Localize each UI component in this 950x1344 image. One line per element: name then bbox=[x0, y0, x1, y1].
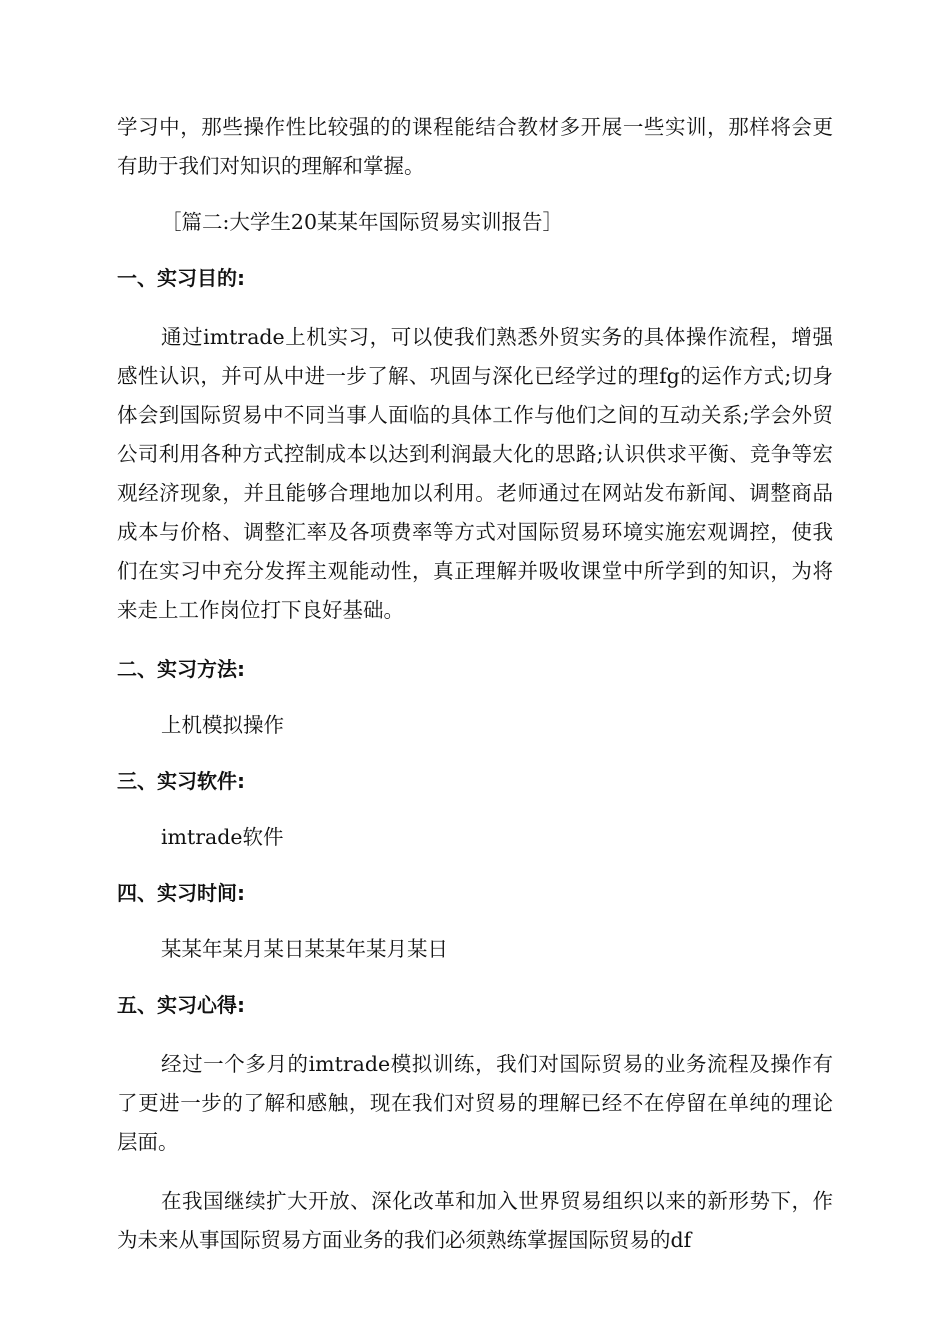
heading-experience: 五、实习心得: bbox=[117, 993, 245, 1017]
document-page bbox=[117, 108, 833, 1260]
paragraph-method: 上机模拟操作 bbox=[161, 713, 284, 737]
heading-purpose: 一、实习目的: bbox=[117, 266, 245, 290]
heading-software: 三、实习软件: bbox=[117, 769, 245, 793]
paragraph-purpose: 通过imtrade上机实习，可以使我们熟悉外贸实务的具体操作流程，增强感性认识，并可从中进一步了解、巩固与深化已经学过的理fg的运作方式;切身体会到国际贸易中不同当事人面临的具体工作与他们之间的互动关系;学会外贸公司利用各种方式控制成本以达到利润最大化的思路;认识供求平衡、竞争等宏观经济现象，并且能够合理地加以利用。老师通过在网站发布新闻、调整商品成本与价格、调整汇率及各项费率等方式对国际贸易环境实施宏观调控，使我们在实习中充分发挥主观能动性，真正理解并吸收课堂中所学到的知识，为将来走上工作岗位打下良好基础。 bbox=[117, 325, 833, 622]
paragraph-experience-2: 在我国继续扩大开放、深化改革和加入世界贸易组织以来的新形势下，作为未来从事国际贸易方面业务的我们必须熟练掌握国际贸易的df bbox=[117, 1189, 833, 1252]
section-title: ［篇二:大学生20某某年国际贸易实训报告］ bbox=[161, 210, 563, 234]
paragraph-intro: 学习中，那些操作性比较强的的课程能结合教材多开展一些实训，那样将会更有助于我们对知识的理解和掌握。 bbox=[117, 115, 833, 178]
paragraph-software: imtrade软件 bbox=[161, 825, 284, 849]
paragraph-experience-1: 经过一个多月的imtrade模拟训练，我们对国际贸易的业务流程及操作有了更进一步的了解和感触，现在我们对贸易的理解已经不在停留在单纯的理论层面。 bbox=[117, 1052, 833, 1154]
paragraph-time: 某某年某月某日某某年某月某日 bbox=[161, 937, 448, 961]
heading-time: 四、实习时间: bbox=[117, 881, 245, 905]
heading-method: 二、实习方法: bbox=[117, 657, 245, 681]
